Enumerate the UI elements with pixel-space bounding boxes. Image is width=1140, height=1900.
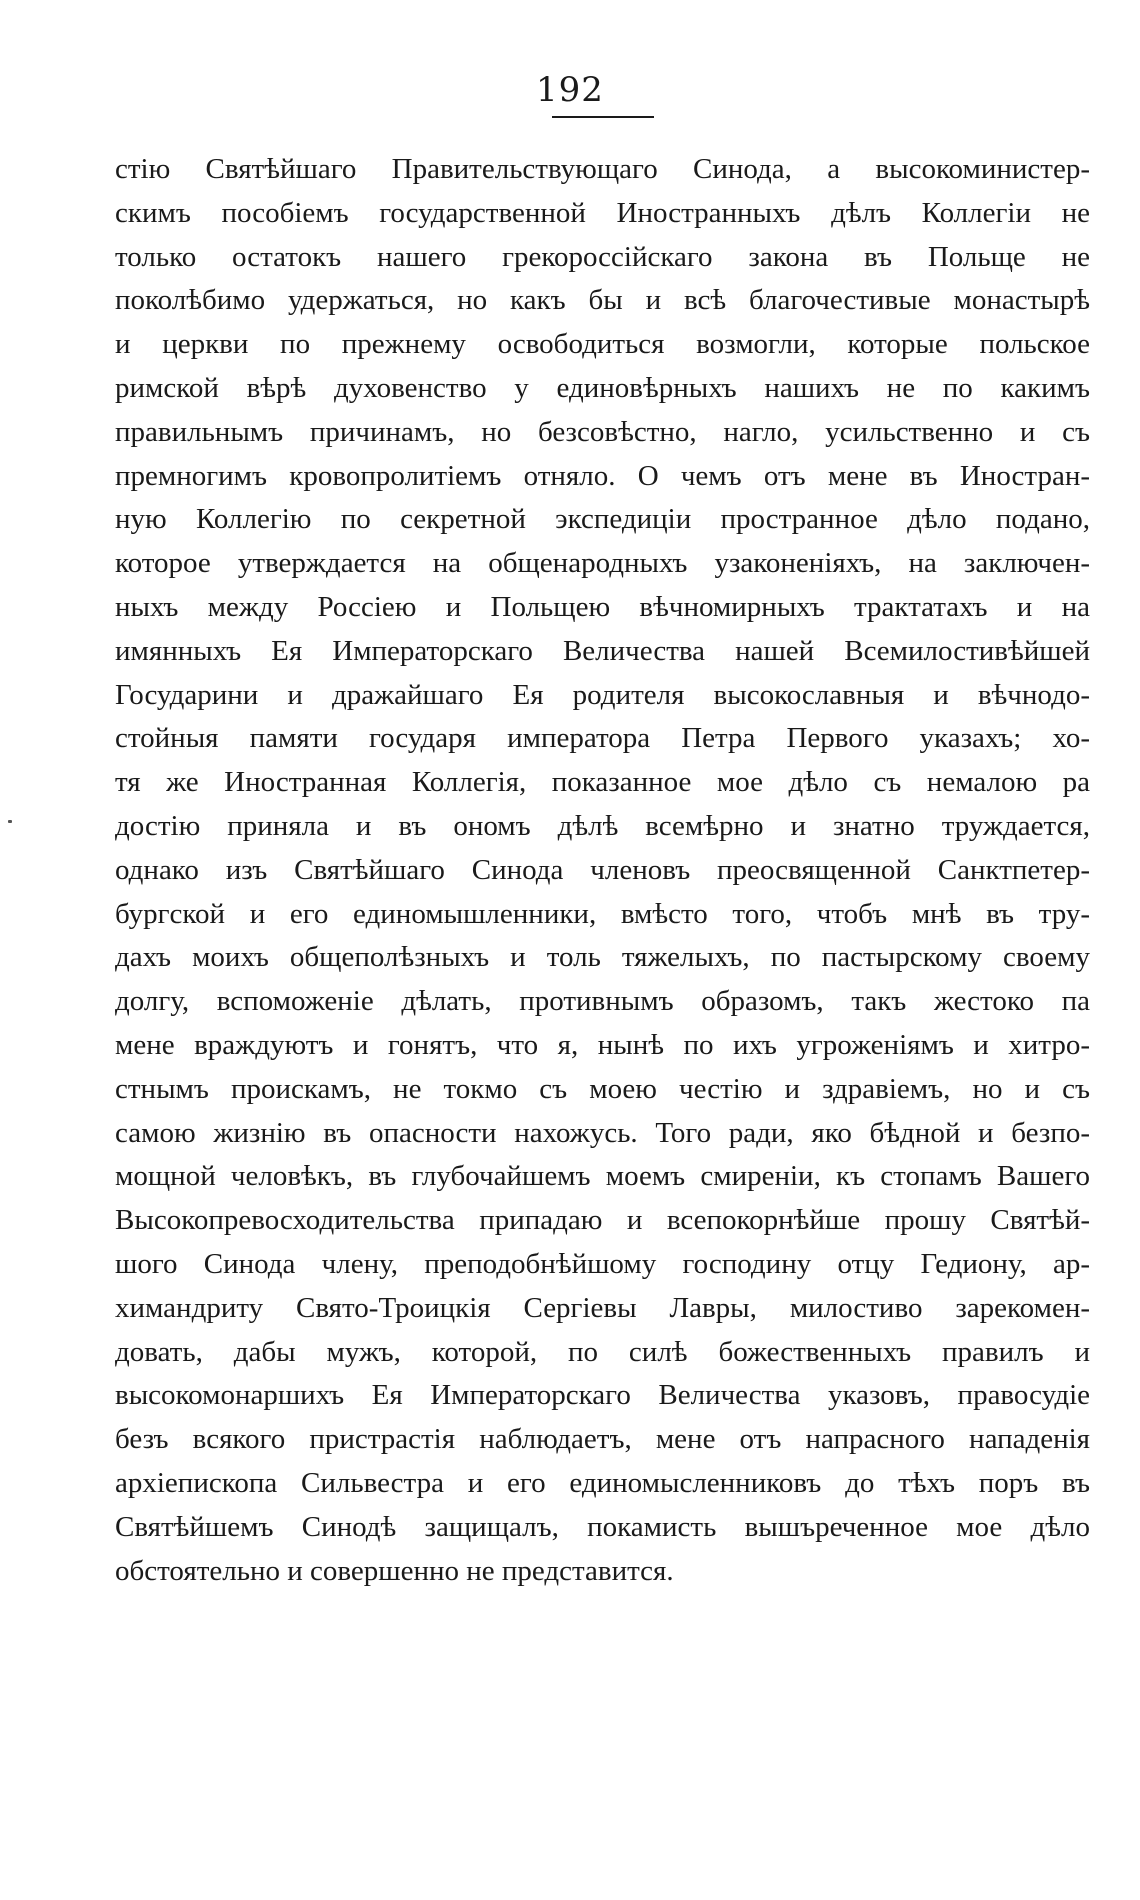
text-line: ныхъ между Россіею и Польщею вѣчномирныхъ трактатахъ и на <box>115 590 1090 623</box>
text-line: только остатокъ нашего грекороссійскаго закона въ Польще не <box>115 240 1090 273</box>
body-text <box>115 148 1090 1593</box>
text-line: стойныя памяти государя императора Петра Первого указахъ; хо- <box>115 722 1090 755</box>
text-line: премногимъ кровопролитіемъ отняло. О чемъ отъ мене въ Иностран- <box>115 459 1090 492</box>
text-line: дахъ моихъ общеполѣзныхъ и толь тяжелыхъ, по пастырскому своему <box>115 941 1090 974</box>
text-line: поколѣбимо удержаться, но какъ бы и всѣ благочестивые монастырѣ <box>115 284 1090 317</box>
page-number-rule <box>552 116 654 118</box>
text-line: Высокопревосходительства припадаю и всепокорнѣйше прошу Святѣй- <box>115 1204 1090 1237</box>
margin-speck <box>8 820 12 823</box>
text-line: однако изъ Святѣйшаго Синода членовъ преосвященной Санктпетер- <box>115 853 1090 886</box>
text-line: стнымъ проискамъ, не токмо съ моею честію и здравіемъ, но и съ <box>115 1072 1090 1105</box>
text-line: и церкви по прежнему освободиться возмогли, которые польское <box>115 328 1090 361</box>
text-line: скимъ пособіемъ государственной Иностранныхъ дѣлъ Коллегіи не <box>115 196 1090 229</box>
text-line: долгу, вспоможеніе дѣлать, противнымъ образомъ, такъ жестоко па <box>115 985 1090 1018</box>
text-line: высокомонаршихъ Ея Императорскаго Величества указовъ, правосудіе <box>115 1379 1090 1412</box>
text-line: обстоятельно и совершенно не представится. <box>115 1554 674 1587</box>
text-line: безъ всякого пристрастія наблюдаетъ, мене отъ напрасного нападенія <box>115 1423 1090 1456</box>
text-line: самою жизнію въ опасности нахожусь. Того ради, яко бѣдной и безпо- <box>115 1116 1090 1149</box>
text-line: химандриту Свято-Троицкія Сергіевы Лавры, милостиво зарекомен- <box>115 1291 1090 1324</box>
text-line: довать, дабы мужъ, которой, по силѣ божественныхъ правилъ и <box>115 1335 1090 1368</box>
text-line: достію приняла и въ ономъ дѣлѣ всемѣрно и знатно труждается, <box>115 809 1090 842</box>
text-line: шого Синода члену, преподобнѣйшому господину отцу Гедиону, ар- <box>115 1247 1090 1280</box>
text-line: мене враждуютъ и гонятъ, что я, нынѣ по ихъ угроженіямъ и хитро- <box>115 1028 1090 1061</box>
text-line: стію Святѣйшаго Правительствующаго Синода, а высокоминистер- <box>115 153 1090 185</box>
text-line: тя же Иностранная Коллегія, показанное мое дѣло съ немалою ра <box>115 766 1090 799</box>
text-line: Святѣйшемъ Синодѣ защищалъ, покамисть вышъреченное мое дѣло <box>115 1510 1090 1543</box>
text-line: римской вѣрѣ духовенство у единовѣрныхъ нашихъ не по какимъ <box>115 371 1090 404</box>
text-line: Государини и дражайшаго Ея родителя высокославныя и вѣчнодо- <box>115 678 1090 711</box>
text-line: которое утверждается на общенародныхъ узаконеніяхъ, на заключен- <box>115 547 1090 580</box>
page-number: 192 <box>536 70 604 110</box>
text-line: бургской и его единомышленники, вмѣсто того, чтобъ мнѣ въ тру- <box>115 897 1090 930</box>
text-line: мощной человѣкъ, въ глубочайшемъ моемъ смиреніи, къ стопамъ Вашего <box>115 1160 1090 1193</box>
text-line: правильнымъ причинамъ, но безсовѣстно, нагло, усильственно и съ <box>115 415 1090 448</box>
text-line: архіепископа Сильвестра и его единомысленниковъ до тѣхъ поръ въ <box>115 1466 1090 1499</box>
text-line: ную Коллегію по секретной экспедиціи пространное дѣло подано, <box>115 503 1090 536</box>
text-line: имянныхъ Ея Императорскаго Величества нашей Всемилостивѣйшей <box>115 634 1090 667</box>
